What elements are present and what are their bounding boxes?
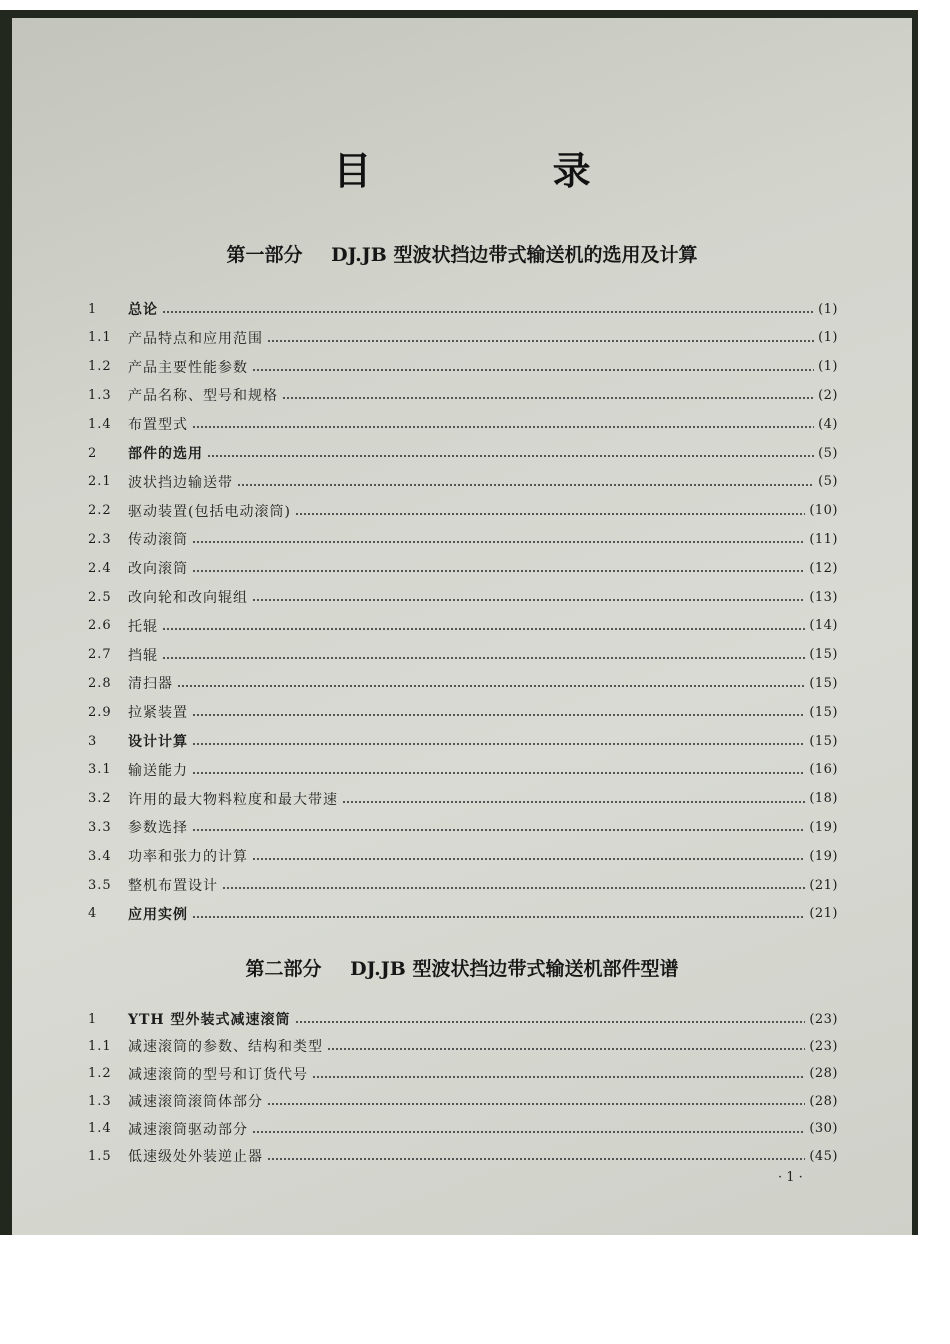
toc-entry-leader — [192, 772, 805, 774]
toc-entry-number: 3.1 — [88, 762, 112, 778]
toc-entry-number: 3.4 — [88, 848, 112, 864]
toc-entry — [88, 672, 838, 694]
toc-entry-title: 参数选择 — [128, 820, 188, 837]
toc-entry-title: 传动滚筒 — [128, 532, 188, 549]
page-number: · 1 · — [778, 1170, 803, 1185]
toc-entry-number: 2.6 — [88, 618, 112, 634]
toc-entry — [88, 1090, 838, 1112]
toc-entry-leader — [295, 1021, 806, 1023]
toc-entry — [88, 903, 838, 925]
toc-entry-title: 许用的最大物料粒度和最大带速 — [128, 791, 338, 808]
toc-entry-leader — [252, 858, 805, 860]
toc-entry-leader — [252, 1131, 805, 1133]
toc-entry — [88, 1035, 838, 1057]
toc-entry-leader — [192, 916, 805, 918]
toc-entry-leader — [237, 484, 814, 486]
toc-entry — [88, 615, 838, 637]
toc-entry — [88, 816, 838, 838]
toc-entry-page: (5) — [818, 474, 838, 490]
toc-entry-number: 1 — [88, 1011, 98, 1027]
toc-entry-number: 2.4 — [88, 560, 112, 576]
toc-entry-page: (23) — [809, 1038, 838, 1054]
toc-entry — [88, 442, 838, 464]
toc-entry-leader — [312, 1076, 805, 1078]
toc-entry-title: 整机布置设计 — [128, 878, 218, 894]
toc-entry — [88, 586, 838, 608]
toc-entry-title: 部件的选用 — [128, 446, 203, 462]
toc-entry-leader — [192, 714, 805, 716]
toc-entry-title: 总论 — [128, 302, 158, 318]
toc-entry-leader — [267, 1103, 805, 1105]
toc-entry-leader — [252, 599, 805, 601]
toc-entry — [88, 384, 838, 406]
part-two-title: DJ.JB 型波状挡边带式输送机部件型谱 — [350, 958, 679, 980]
toc-entry-page: (1) — [818, 301, 838, 317]
toc-entry — [88, 1118, 838, 1140]
toc-entry-title: 波状挡边输送带 — [128, 474, 233, 491]
toc-entry — [88, 788, 838, 810]
toc-entry-title: 清扫器 — [128, 676, 173, 693]
toc-entry-number: 1.5 — [88, 1148, 112, 1164]
toc-entry-leader — [207, 455, 814, 457]
toc-entry-title: 拉紧装置 — [128, 705, 188, 722]
toc-entry-leader — [162, 628, 805, 630]
toc-entry-title: 托辊 — [128, 618, 158, 635]
part-one-label: 第一部分 — [226, 244, 303, 266]
toc-entry — [88, 471, 838, 493]
toc-entry-number: 3.3 — [88, 819, 112, 835]
toc-entry-page: (18) — [809, 791, 838, 807]
toc-entry-page: (10) — [809, 503, 838, 519]
toc-entry-title: 挡辊 — [128, 647, 158, 664]
toc-entry-number: 4 — [88, 906, 98, 922]
part-two-label: 第二部分 — [245, 958, 322, 980]
toc-entry-title: 减速滚筒的型号和订货代号 — [128, 1066, 308, 1083]
toc-entry-number: 2.5 — [88, 589, 112, 605]
toc-entry-page: (15) — [809, 704, 838, 720]
toc-entry-leader — [252, 369, 814, 371]
toc-entry-leader — [222, 887, 805, 889]
toc-entry — [88, 413, 838, 435]
document-page — [12, 18, 912, 1235]
toc-entry-page: (15) — [809, 647, 838, 663]
toc-entry-page: (19) — [809, 819, 838, 835]
toc-entry — [88, 356, 838, 378]
toc-entry — [88, 298, 838, 320]
toc-entry-number: 2.2 — [88, 503, 112, 519]
toc-entry-page: (5) — [818, 445, 838, 461]
toc-entry-leader — [192, 570, 805, 572]
toc-entry-number: 1.2 — [88, 359, 112, 375]
toc-entry-title: 减速滚筒驱动部分 — [128, 1121, 248, 1138]
toc-entry-leader — [342, 801, 805, 803]
toc-entry-leader — [267, 1158, 805, 1160]
toc-entry — [88, 327, 838, 349]
toc-entry-title: 功率和张力的计算 — [128, 849, 248, 866]
toc-entry — [88, 528, 838, 550]
toc-entry-page: (1) — [818, 330, 838, 346]
part-one-title: DJ.JB 型波状挡边带式输送机的选用及计算 — [331, 244, 698, 266]
toc-entry — [88, 644, 838, 666]
toc-entry-title: 应用实例 — [128, 906, 188, 923]
toc-entry-number: 1 — [88, 301, 98, 317]
toc-entry-number: 3 — [88, 733, 98, 749]
toc-entry-number: 1.1 — [88, 1038, 112, 1054]
toc-entry-title: 产品主要性能参数 — [128, 359, 248, 376]
toc-entry-leader — [162, 311, 814, 313]
toc-entry-title: 设计计算 — [128, 734, 188, 750]
toc-entry-page: (21) — [809, 877, 838, 893]
toc-entry-page: (11) — [809, 531, 838, 547]
toc-entry-number: 1.2 — [88, 1066, 112, 1082]
toc-entry — [88, 730, 838, 752]
toc-entry — [88, 500, 838, 522]
toc-entry-number: 2.8 — [88, 675, 112, 691]
toc-entry-page: (14) — [809, 618, 838, 634]
toc-entry-leader — [282, 397, 814, 399]
toc-entry-title: 改向滚筒 — [128, 561, 188, 578]
toc-entry-number: 2.7 — [88, 647, 112, 663]
toc-entry — [88, 1008, 838, 1030]
toc-entry-page: (4) — [818, 416, 838, 432]
toc-entry-page: (15) — [809, 675, 838, 691]
toc-entry-number: 3.2 — [88, 791, 112, 807]
toc-entry-number: 2.9 — [88, 704, 112, 720]
toc-entry — [88, 874, 838, 896]
toc-entry-number: 3.5 — [88, 877, 112, 893]
toc-entry-page: (30) — [809, 1121, 838, 1137]
part-one-heading — [12, 240, 912, 267]
toc-entry-title: YTH 型外装式减速滚筒 — [128, 1012, 291, 1028]
toc-entry-title: 低速级处外装逆止器 — [128, 1149, 263, 1165]
toc-entry-number: 2.1 — [88, 474, 112, 490]
toc-entry-number: 1.1 — [88, 330, 112, 346]
toc-entry — [88, 701, 838, 723]
toc-entry-leader — [192, 541, 805, 543]
toc-entry — [88, 759, 838, 781]
toc-entry-number: 2.3 — [88, 531, 112, 547]
page-title: 目 录 — [333, 148, 675, 193]
toc-entry-leader — [267, 340, 814, 342]
toc-entry-leader — [192, 743, 805, 745]
toc-entry-page: (28) — [809, 1093, 838, 1109]
toc-entry-number: 1.3 — [88, 387, 112, 403]
toc-entry-leader — [162, 657, 805, 659]
part-two-heading — [12, 954, 912, 981]
toc-entry-leader — [295, 513, 805, 515]
toc-entry-title: 改向轮和改向辊组 — [128, 590, 248, 606]
toc-entry-page: (1) — [818, 359, 838, 375]
toc-entry-title: 驱动装置(包括电动滚筒) — [128, 503, 291, 520]
toc-entry — [88, 845, 838, 867]
toc-entry-leader — [327, 1048, 805, 1050]
toc-entry-leader — [192, 829, 805, 831]
toc-entry-leader — [177, 685, 805, 687]
toc-entry — [88, 557, 838, 579]
toc-entry-title: 产品名称、型号和规格 — [128, 388, 278, 405]
toc-entry — [88, 1145, 838, 1167]
toc-entry-title: 产品特点和应用范围 — [128, 330, 263, 347]
toc-entry-number: 1.3 — [88, 1093, 112, 1109]
toc-entry-number: 1.4 — [88, 416, 112, 432]
toc-entry — [88, 1063, 838, 1085]
toc-entry-page: (2) — [818, 387, 838, 403]
toc-entry-title: 布置型式 — [128, 417, 188, 434]
toc-entry-title: 减速滚筒滚筒体部分 — [128, 1094, 263, 1111]
toc-entry-page: (19) — [809, 848, 838, 864]
toc-entry-page: (45) — [809, 1148, 838, 1164]
toc-entry-page: (16) — [809, 762, 838, 778]
toc-entry-page: (15) — [809, 733, 838, 749]
toc-entry-page: (21) — [809, 906, 838, 922]
toc-entry-number: 2 — [88, 445, 98, 461]
toc-entry-title: 减速滚筒的参数、结构和类型 — [128, 1039, 323, 1056]
toc-entry-page: (23) — [809, 1011, 838, 1027]
toc-entry-page: (12) — [809, 560, 838, 576]
toc-entry-title: 输送能力 — [128, 762, 188, 779]
toc-entry-page: (28) — [809, 1066, 838, 1082]
toc-entry-page: (13) — [809, 589, 838, 605]
toc-entry-leader — [192, 426, 814, 428]
toc-entry-number: 1.4 — [88, 1121, 112, 1137]
